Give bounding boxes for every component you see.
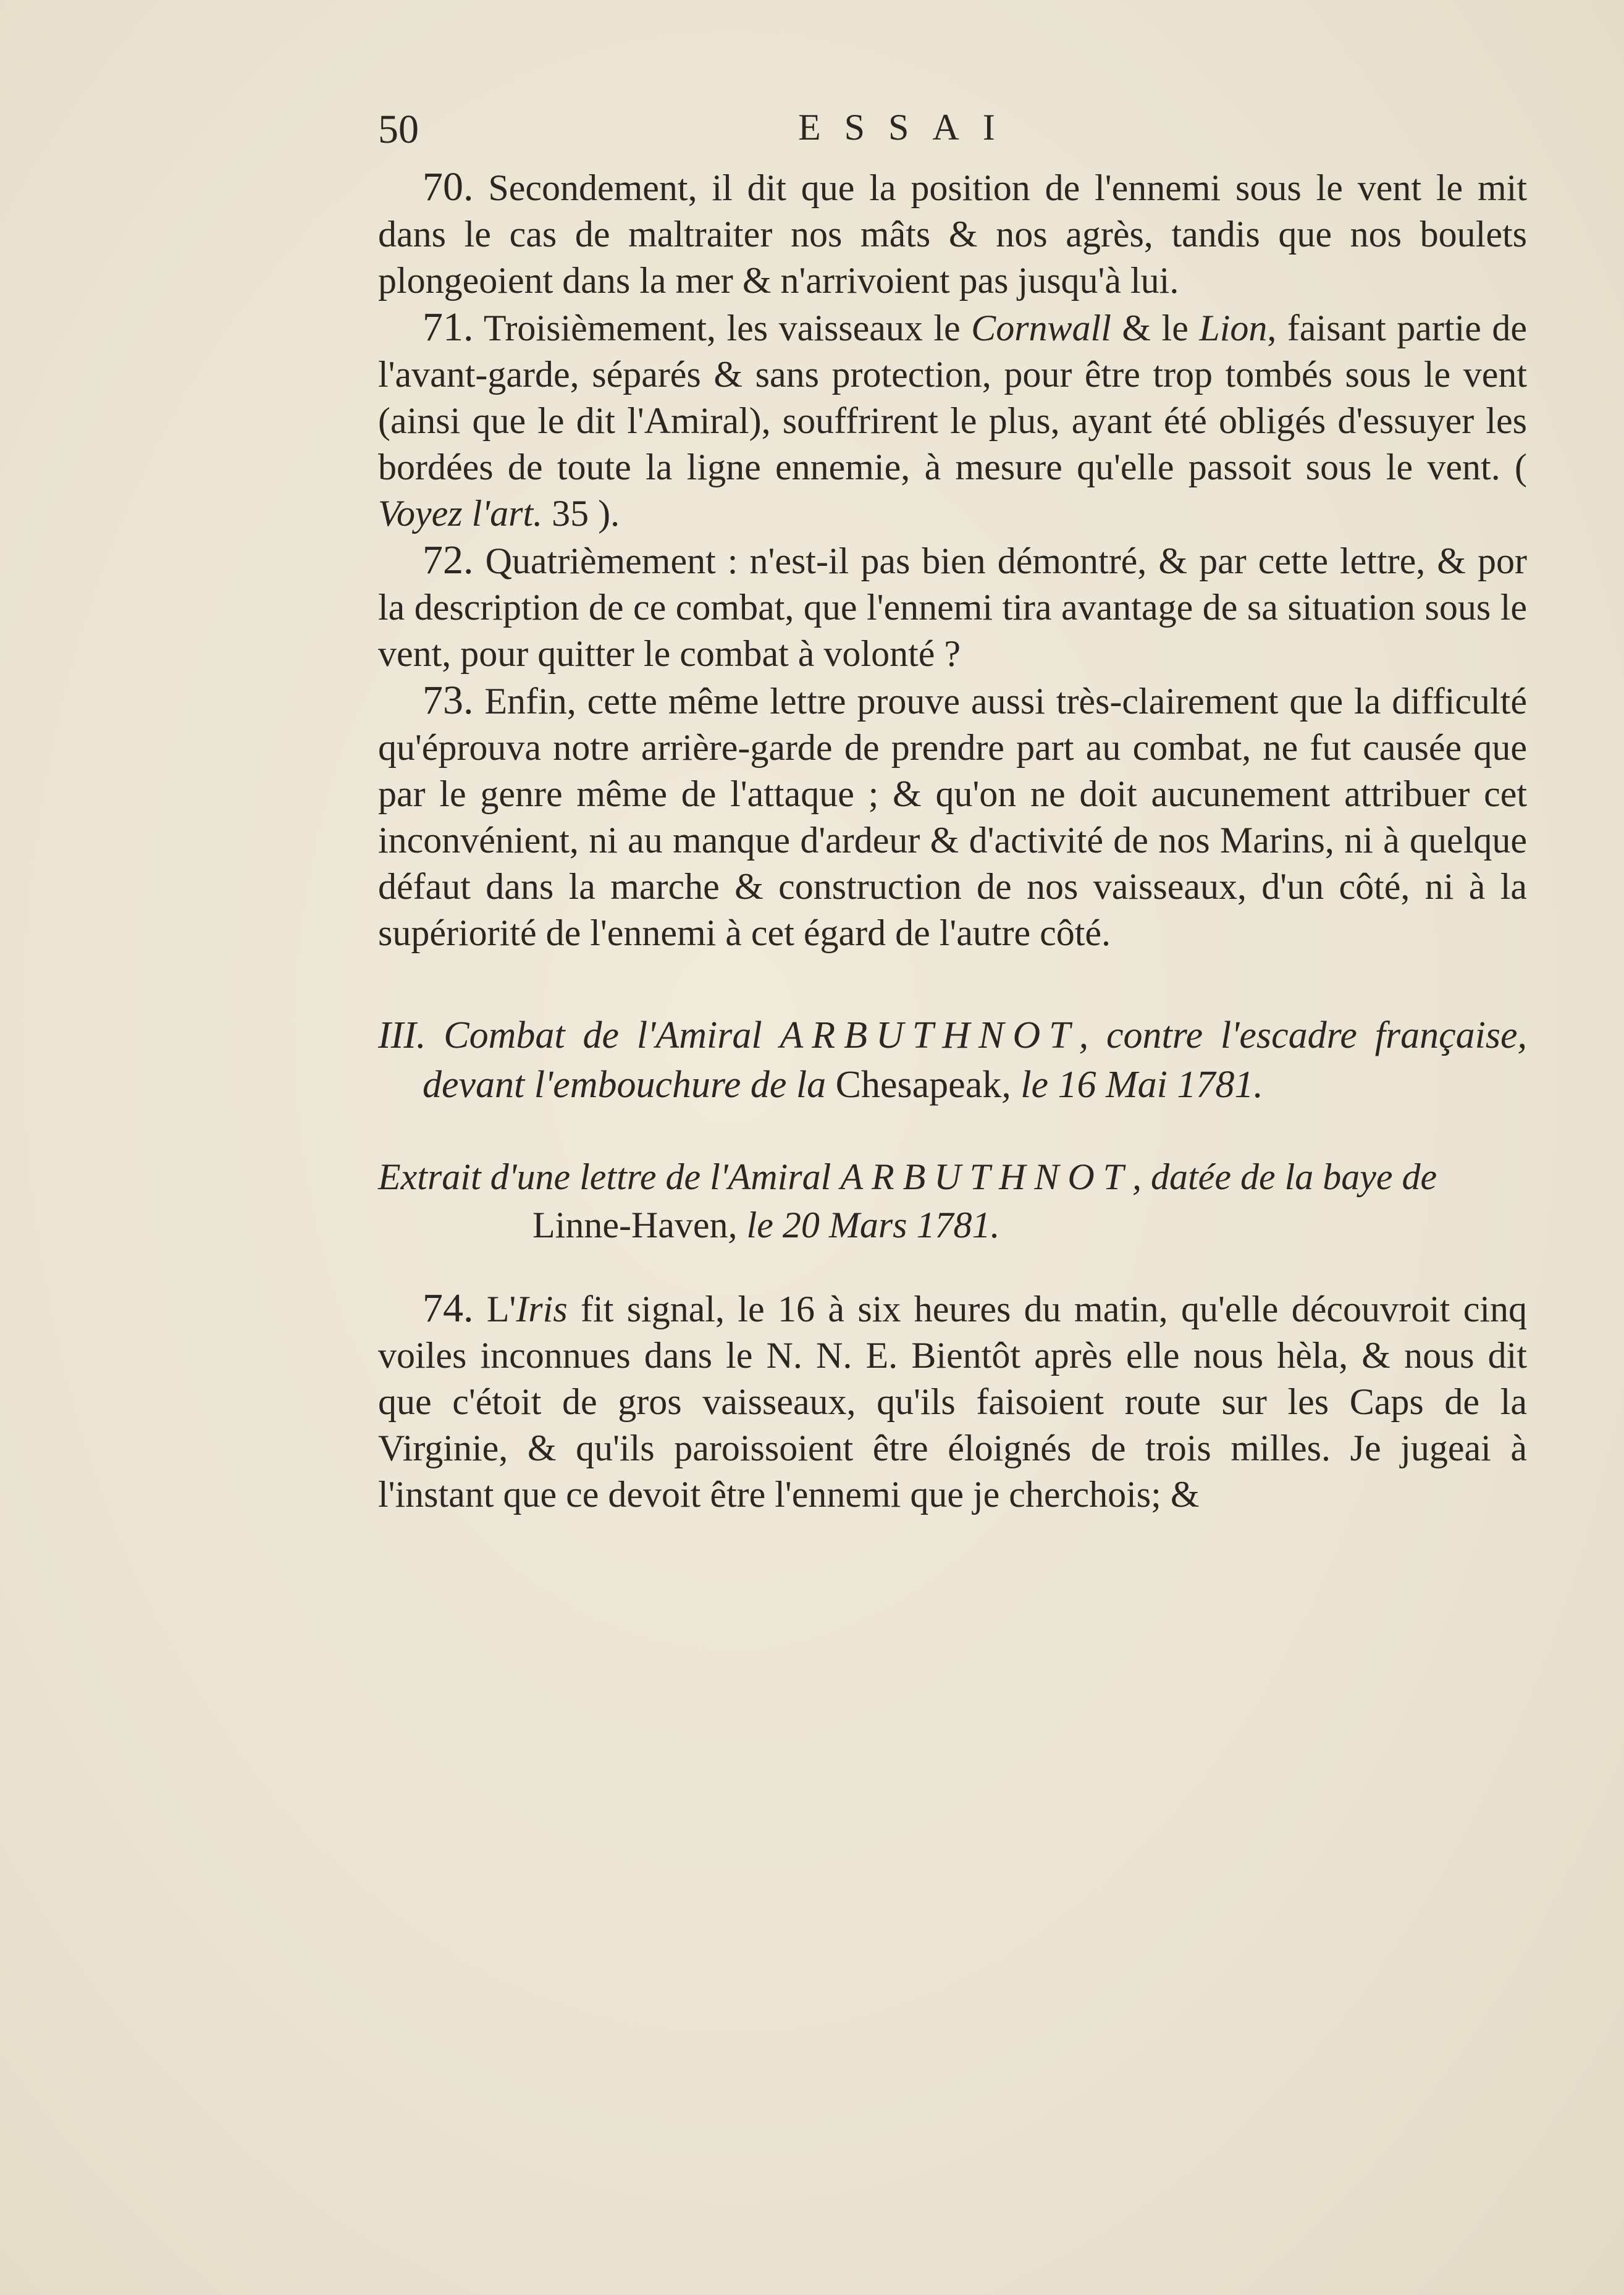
paragraph-text: L' — [486, 1289, 516, 1329]
paragraph-72 — [378, 537, 1527, 677]
paragraph-text: fit signal, le 16 à six heures du matin, qu'elle découvroit cinq voiles inconnues dans le N. N. E. Bientôt après elle nous hèla, & nous dit que c'étoit de gros vaisseaux, qu'ils faisoient route sur les Caps de la Virginie, & qu'ils paroissoient être éloignés de trois milles. Je jugeai à l'instant que ce devoit être l'ennemi que je cherchois; & — [378, 1289, 1528, 1515]
extract-title: , datée de la baye de — [1132, 1156, 1437, 1197]
extract-date: , le 20 Mars 1781. — [728, 1205, 1000, 1245]
place-name: Chesapeak — [835, 1064, 1002, 1106]
section-title: Combat de l'Amiral — [444, 1014, 762, 1056]
place-name: Linne-Haven — [532, 1205, 728, 1245]
paragraph-text: Enfin, cette même lettre prouve aussi très-clairement que la difficulté qu'éprouva notre arrière-garde de prendre part au combat, ne fut causée que par le genre même de l'attaque ; & qu'on ne doit aucunement attribuer cet inconvénient, ni au manque d'ardeur & d'activité de nos Marins, ni à quelque défaut dans la marche & construction de nos vaisseaux, d'un côté, ni à la supériorité de l'ennemi à cet égard de l'autre côté. — [378, 681, 1528, 953]
paragraph-text: ). — [598, 493, 620, 534]
paragraph-text: Troisièmement, les vaisseaux le — [483, 308, 972, 348]
section-number: III. — [378, 1014, 426, 1056]
paragraph-text: , faisant partie de l'avant-garde, séparés & sans protection, pour être trop tombés sous le vent (ainsi que le dit l'Amiral), souffrirent le plus, ayant été obligés d'essuyer les bordées de toute la ligne ennemie, à mesure qu'elle passoit sous le vent. ( — [378, 308, 1527, 487]
ship-name: Cornwall — [971, 308, 1111, 348]
ship-name: Iris — [516, 1289, 568, 1329]
paragraph-number: 73. — [423, 678, 474, 723]
section-title: , contre l'escadre française, devant l'embouchure de la — [423, 1014, 1528, 1106]
admiral-name: ARBUTHNOT — [780, 1014, 1079, 1056]
paragraph-71 — [378, 304, 1527, 537]
extract-title: Extrait d'une lettre de l'Amiral — [378, 1156, 831, 1197]
running-header — [378, 106, 1527, 162]
paragraph-70 — [378, 164, 1527, 304]
paragraph-number: 72. — [423, 537, 474, 583]
cross-reference: Voyez l'art. — [378, 493, 543, 534]
paragraph-text: Quatrièmement : n'est-il pas bien démontré, & par cette lettre, & por la description de ce combat, que l'ennemi tira avantage de sa situation sous le vent, pour quitter le combat à volonté ? — [378, 541, 1528, 674]
paragraph-number: 71. — [423, 305, 474, 350]
letter-extract-heading — [378, 1153, 1527, 1249]
paragraph-number: 70. — [423, 164, 474, 209]
paragraph-74 — [378, 1285, 1527, 1518]
running-title: ESSAI — [798, 107, 1019, 148]
reference-number: 35 — [552, 493, 589, 534]
paragraph-number: 74. — [423, 1286, 474, 1331]
paragraph-text: Secondement, il dit que la position de l'ennemi sous le vent le mit dans le cas de maltraiter nos mâts & nos agrès, tandis que nos boulets plongeoient dans la mer & n'arrivoient pas jusqu'à lui. — [378, 167, 1527, 301]
body-text — [378, 164, 1527, 1518]
page-number: 50 — [378, 107, 419, 152]
admiral-name: ARBUTHNOT — [840, 1156, 1133, 1197]
section-heading — [378, 1011, 1527, 1110]
ship-name: Lion — [1199, 308, 1268, 348]
paragraph-73 — [378, 677, 1527, 956]
section-date: , le 16 Mai 1781. — [1001, 1064, 1263, 1106]
paragraph-text: & le — [1111, 308, 1200, 348]
